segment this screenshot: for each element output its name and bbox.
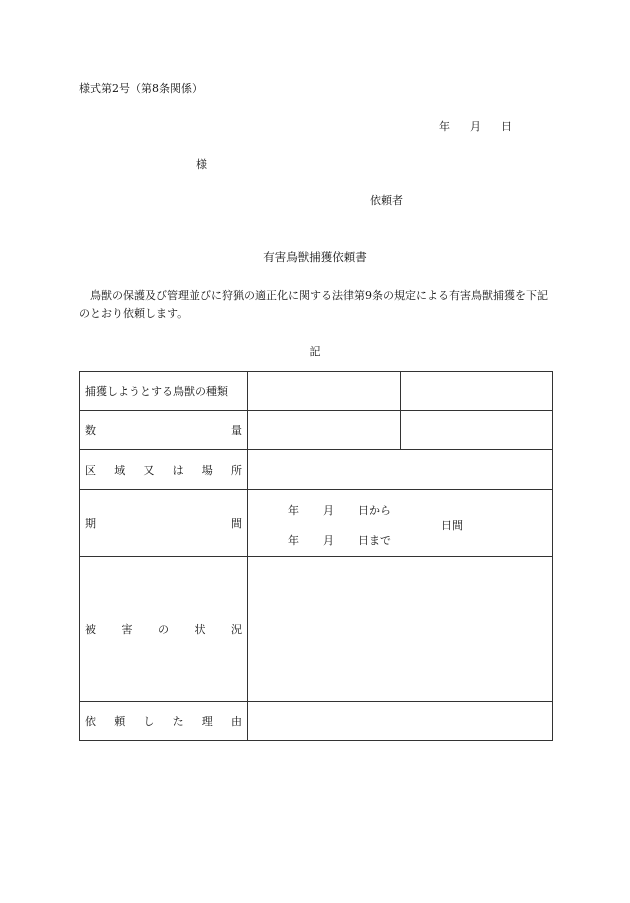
reason-label-char: 依 [85,715,96,728]
period-label [80,490,248,557]
damage-label-char: 害 [121,623,133,636]
area-label-char: は [172,463,184,477]
reason-label-char: し [143,715,155,728]
area-label-char: 所 [230,463,242,477]
period-to-day: 日まで [358,534,391,547]
table-row-area [80,450,553,490]
quantity-label-char: 数 [85,424,96,437]
period-from-year: 年 [288,504,299,517]
period-to-line [288,532,391,548]
area-value-cell [248,450,553,490]
damage-value-cell [248,557,553,702]
quantity-label [80,411,248,450]
reason-label [80,702,248,741]
date-line [439,118,512,134]
quantity-value-cell-2 [401,411,553,450]
period-label-char: 間 [231,517,242,530]
period-to-month: 月 [323,534,334,547]
period-from-month: 月 [323,504,334,517]
table-row-quantity [80,411,553,450]
date-month: 月 [470,120,481,133]
period-from-day: 日から [358,504,391,517]
damage-label [80,557,248,702]
area-label-char: 区 [85,463,96,477]
damage-label-char: の [158,623,169,636]
reason-label-char: 由 [230,715,242,728]
date-day: 日 [501,120,512,133]
reason-value-cell [248,702,553,741]
document-title: 有害鳥獣捕獲依頼書 [263,250,367,264]
addressee-suffix: 様 [196,158,207,171]
damage-label-char: 被 [85,623,96,636]
quantity-value-cell-1 [248,411,401,450]
area-label-char: 域 [114,463,126,477]
reason-label-char: 頼 [114,715,126,728]
table-row-species [80,372,553,411]
area-label [80,450,248,490]
period-value-cell [248,490,553,557]
table-row-damage [80,557,553,702]
quantity-label-char: 量 [231,424,242,437]
area-label-char: 又 [143,463,155,477]
period-days-label: 日間 [441,519,463,532]
request-table [79,371,553,741]
requester-label: 依頼者 [370,194,403,207]
ki-heading: 記 [309,345,321,358]
reason-label-char: 理 [201,715,213,728]
table-row-period [80,490,553,557]
area-label-char: 場 [201,463,213,477]
period-to-year: 年 [288,534,299,547]
species-value-cell-2 [401,372,553,411]
date-year: 年 [439,120,450,133]
period-from-line [288,502,391,518]
body-text-content: 鳥獣の保護及び管理並びに狩猟の適正化に関する法律第9条の規定による有害鳥獣捕獲を下記のとおり依頼します。 [79,289,548,320]
body-text [79,287,554,323]
reason-label-char: た [172,715,184,728]
damage-label-char: 況 [231,623,242,636]
form-number: 様式第2号（第8条関係） [79,82,203,95]
species-label: 捕獲しようとする鳥獣の種類 [80,372,248,411]
table-row-reason [80,702,553,741]
damage-label-char: 状 [194,623,206,636]
species-value-cell-1 [248,372,401,411]
period-label-char: 期 [85,517,96,530]
